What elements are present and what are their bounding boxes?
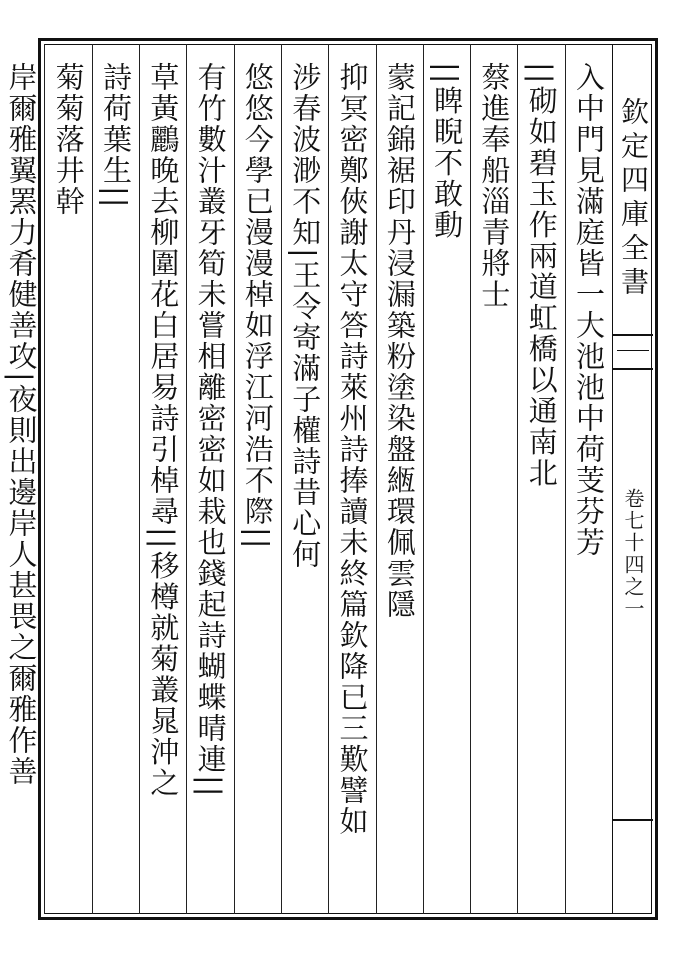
text-column: 悠悠今學已漫漫棹如浮江河浩不際|| <box>234 44 281 914</box>
book-title: 欽定四庫全書 <box>617 97 650 301</box>
text-column: 岸爾雅翼罴力肴健善攻|夜則出邊岸人甚畏之爾雅作善 <box>0 44 44 914</box>
text-column: ||砌如碧玉作兩道虹橋以通南北 <box>517 44 564 914</box>
text-column: 抑冥密鄭俠謝太守答詩萊州詩捧讀未終篇欽降已三歎譬如 <box>328 44 375 914</box>
text-column: 蔡進奉船淄青將士 <box>470 44 517 914</box>
text-column: ||睥睨不敢動 <box>423 44 470 914</box>
text-column: 詩荷葉生|| <box>92 44 139 914</box>
text-column: 蒙記錦裾印丹浸漏築粉塗染盤緪環佩雲隱 <box>376 44 423 914</box>
volume-label: 卷七十四之一 <box>621 488 645 620</box>
text-column: 有竹數汁叢牙筍未嘗相離密密如栽也錢起詩蝴蝶晴連|| <box>186 44 233 914</box>
text-column: 入中門見滿庭皆一大池池中荷芰芬芳 <box>565 44 612 914</box>
strip-divider <box>613 819 653 879</box>
margin-strip <box>612 44 652 914</box>
text-columns <box>4 44 612 914</box>
text-column: 涉春波渺不知|王令寄滿子權詩昔心何 <box>281 44 328 914</box>
text-column: 菊菊落井幹 <box>44 44 91 914</box>
text-column: 草黃鸝晚去柳圍花白居易詩引棹尋||移樽就菊叢晁沖之 <box>139 44 186 914</box>
fishtail-mark <box>613 334 653 370</box>
